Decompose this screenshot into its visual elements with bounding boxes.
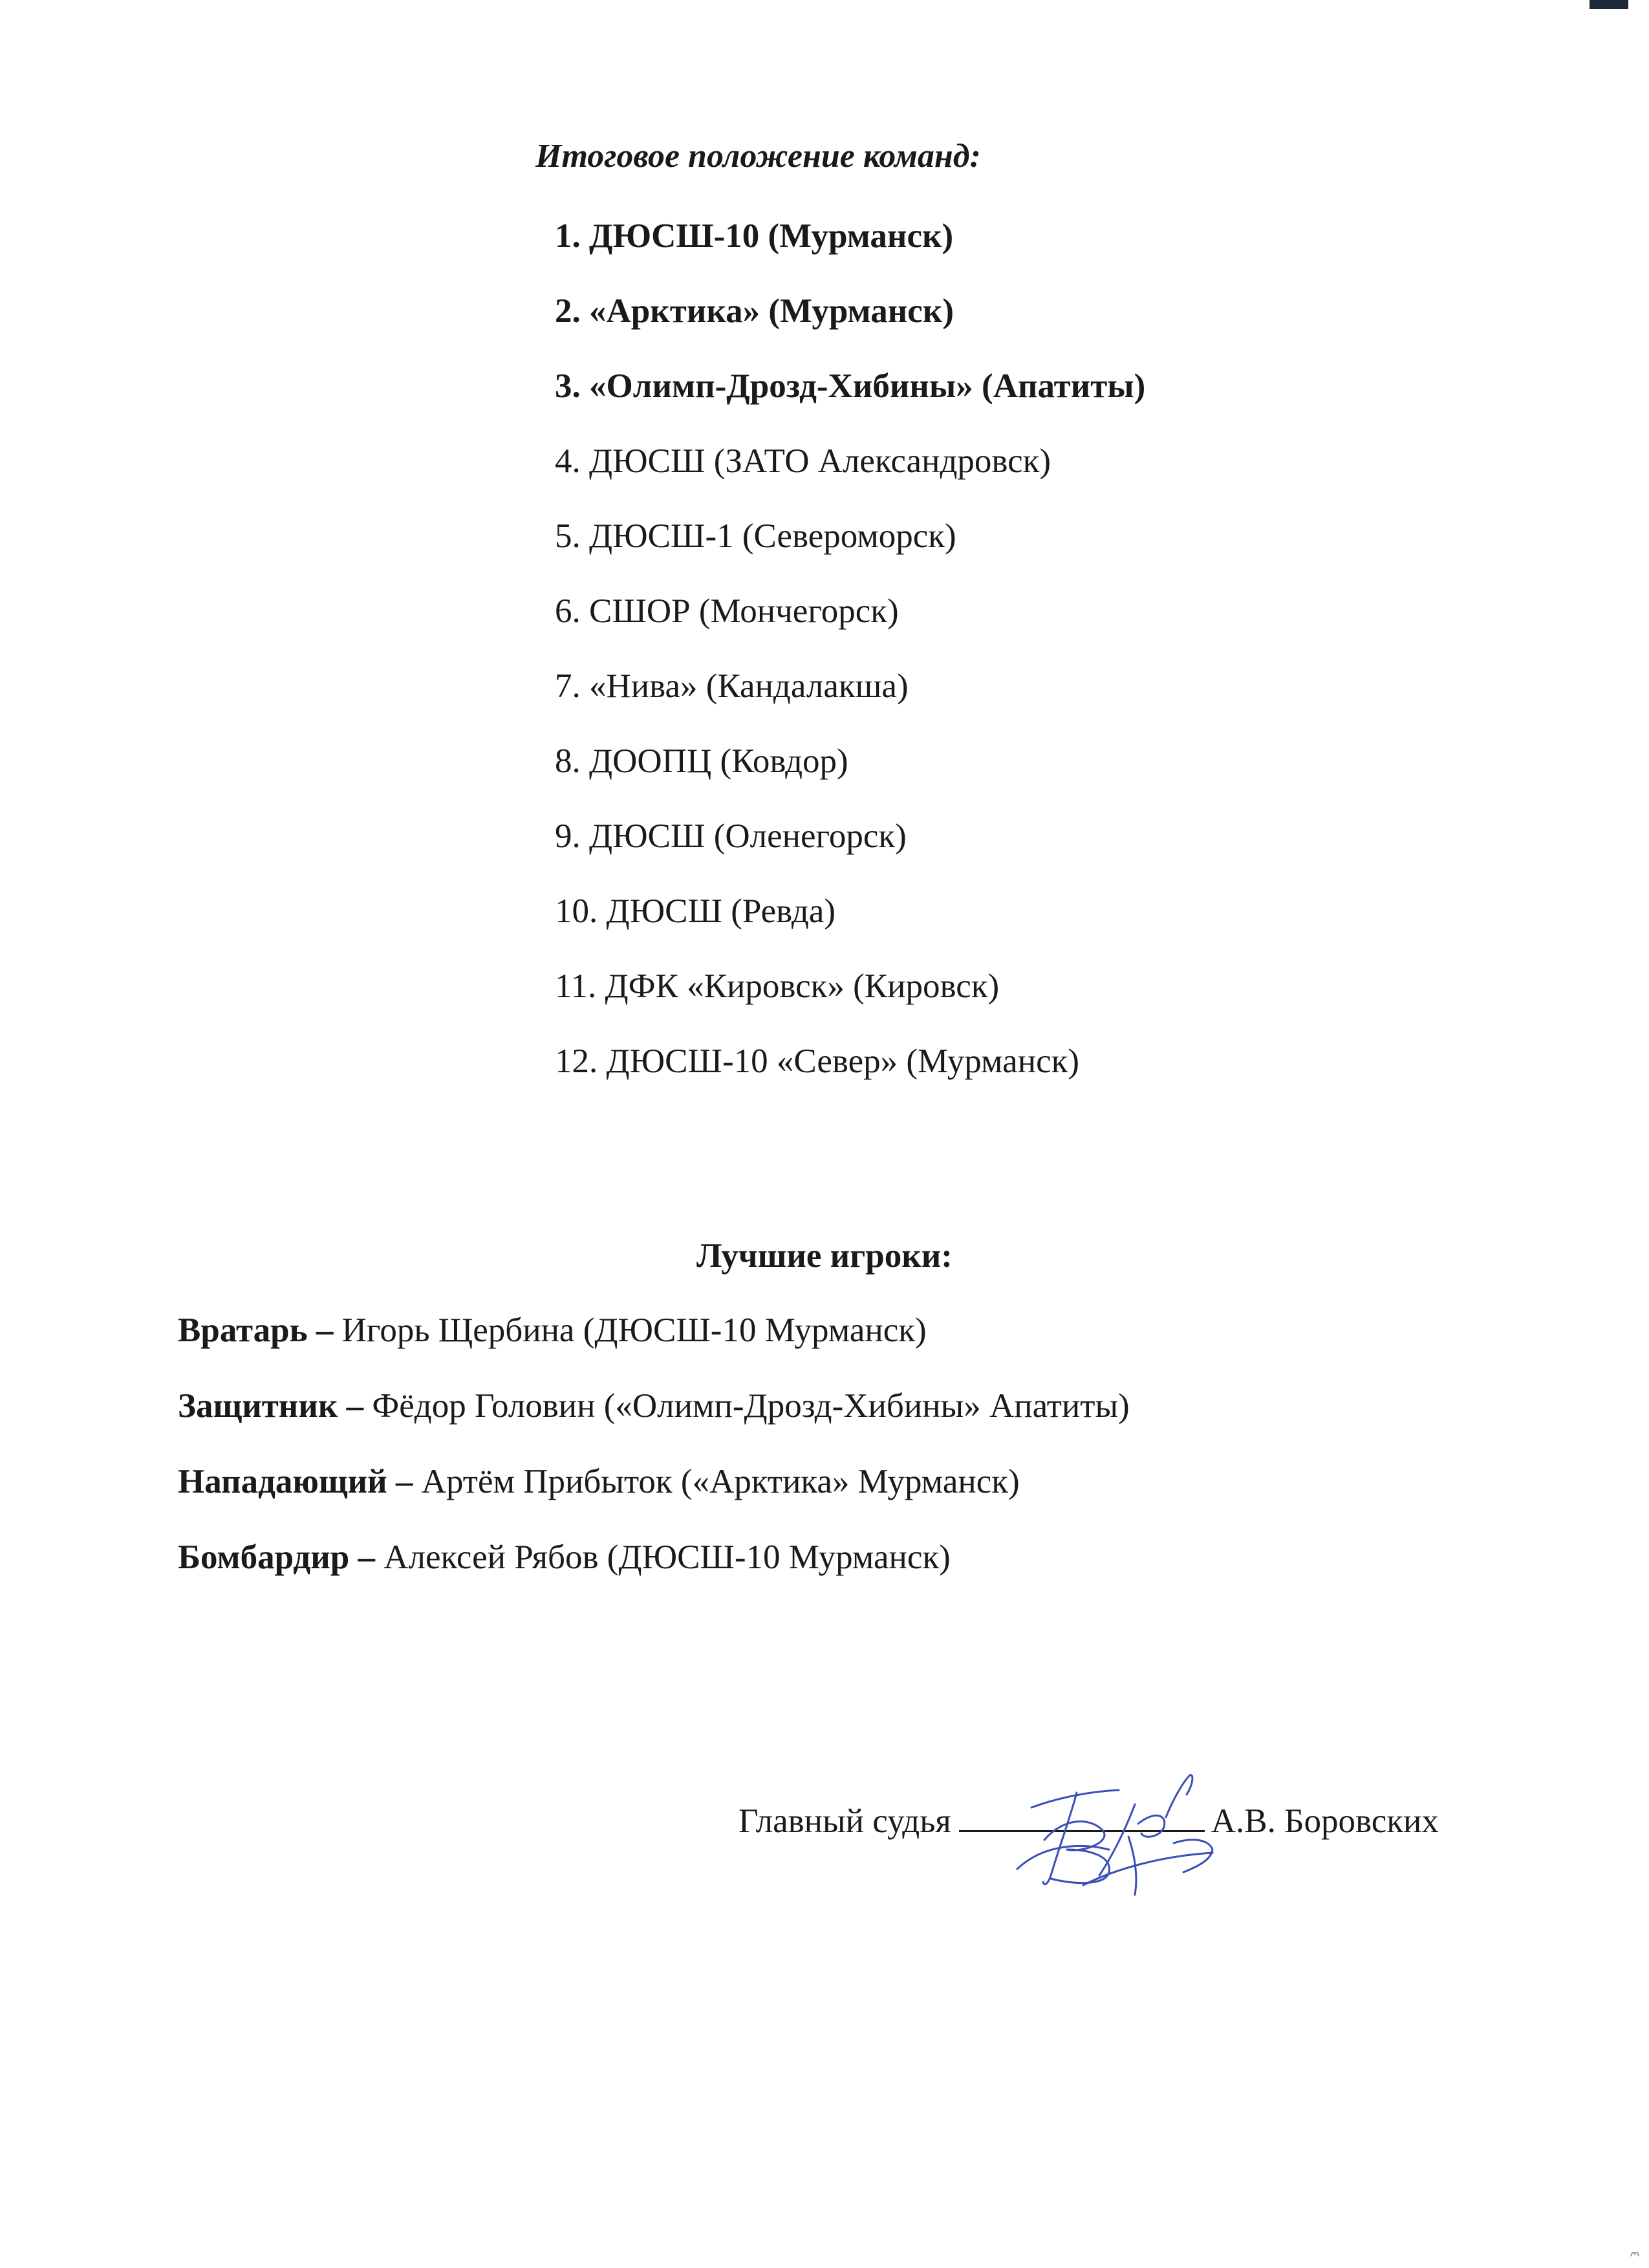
player-role: Нападающий – [178, 1463, 422, 1500]
standings-item-12: 12. ДЮСШ-10 «Север» (Мурманск) [555, 1042, 1079, 1080]
scan-corner-mark [1590, 0, 1628, 9]
judge-label: Главный судья [738, 1802, 951, 1840]
best-players-list [178, 1304, 1130, 1607]
standings-item-6: 6. СШОР (Мончегорск) [555, 592, 899, 630]
player-role: Вратарь – [178, 1312, 342, 1349]
standings-item-4: 4. ДЮСШ (ЗАТО Александровск) [555, 442, 1051, 480]
standings-item-5: 5. ДЮСШ-1 (Североморск) [555, 517, 956, 555]
player-name: Артём Прибыток («Арктика» Мурманск) [421, 1463, 1020, 1500]
standings-item-8: 8. ДООПЦ (Ковдор) [555, 742, 848, 780]
standings-list [555, 210, 1145, 1110]
player-name: Фёдор Головин («Олимп-Дрозд-Хибины» Апатиты) [372, 1387, 1130, 1425]
standings-title: Итоговое положение команд: [535, 138, 981, 175]
standings-item-9: 9. ДЮСШ (Оленегорск) [555, 817, 907, 855]
best-players-title: Лучшие игроки: [696, 1237, 953, 1275]
standings-item-1: 1. ДЮСШ-10 (Мурманск) [555, 217, 954, 255]
player-role: Бомбардир – [178, 1539, 384, 1576]
player-name: Алексей Рябов (ДЮСШ-10 Мурманск) [383, 1539, 951, 1576]
standings-item-11: 11. ДФК «Кировск» (Кировск) [555, 967, 1000, 1005]
player-role: Защитник – [178, 1387, 372, 1425]
best-player-goalkeeper [178, 1304, 1130, 1380]
page-corner-mark [1630, 2250, 1640, 2258]
judge-name: А.В. Боровских [1211, 1802, 1439, 1840]
standings-item-10: 10. ДЮСШ (Ревда) [555, 892, 835, 930]
standings-item-3: 3. «Олимп-Дрозд-Хибины» (Апатиты) [555, 367, 1146, 405]
standings-item-7: 7. «Нива» (Кандалакша) [555, 667, 909, 705]
player-name: Игорь Щербина (ДЮСШ-10 Мурманск) [341, 1312, 927, 1349]
best-player-scorer [178, 1531, 1130, 1607]
best-player-defender [178, 1380, 1130, 1456]
best-player-forward [178, 1456, 1130, 1531]
handwritten-signature [1006, 1746, 1225, 1901]
standings-item-2: 2. «Арктика» (Мурманск) [555, 292, 954, 330]
